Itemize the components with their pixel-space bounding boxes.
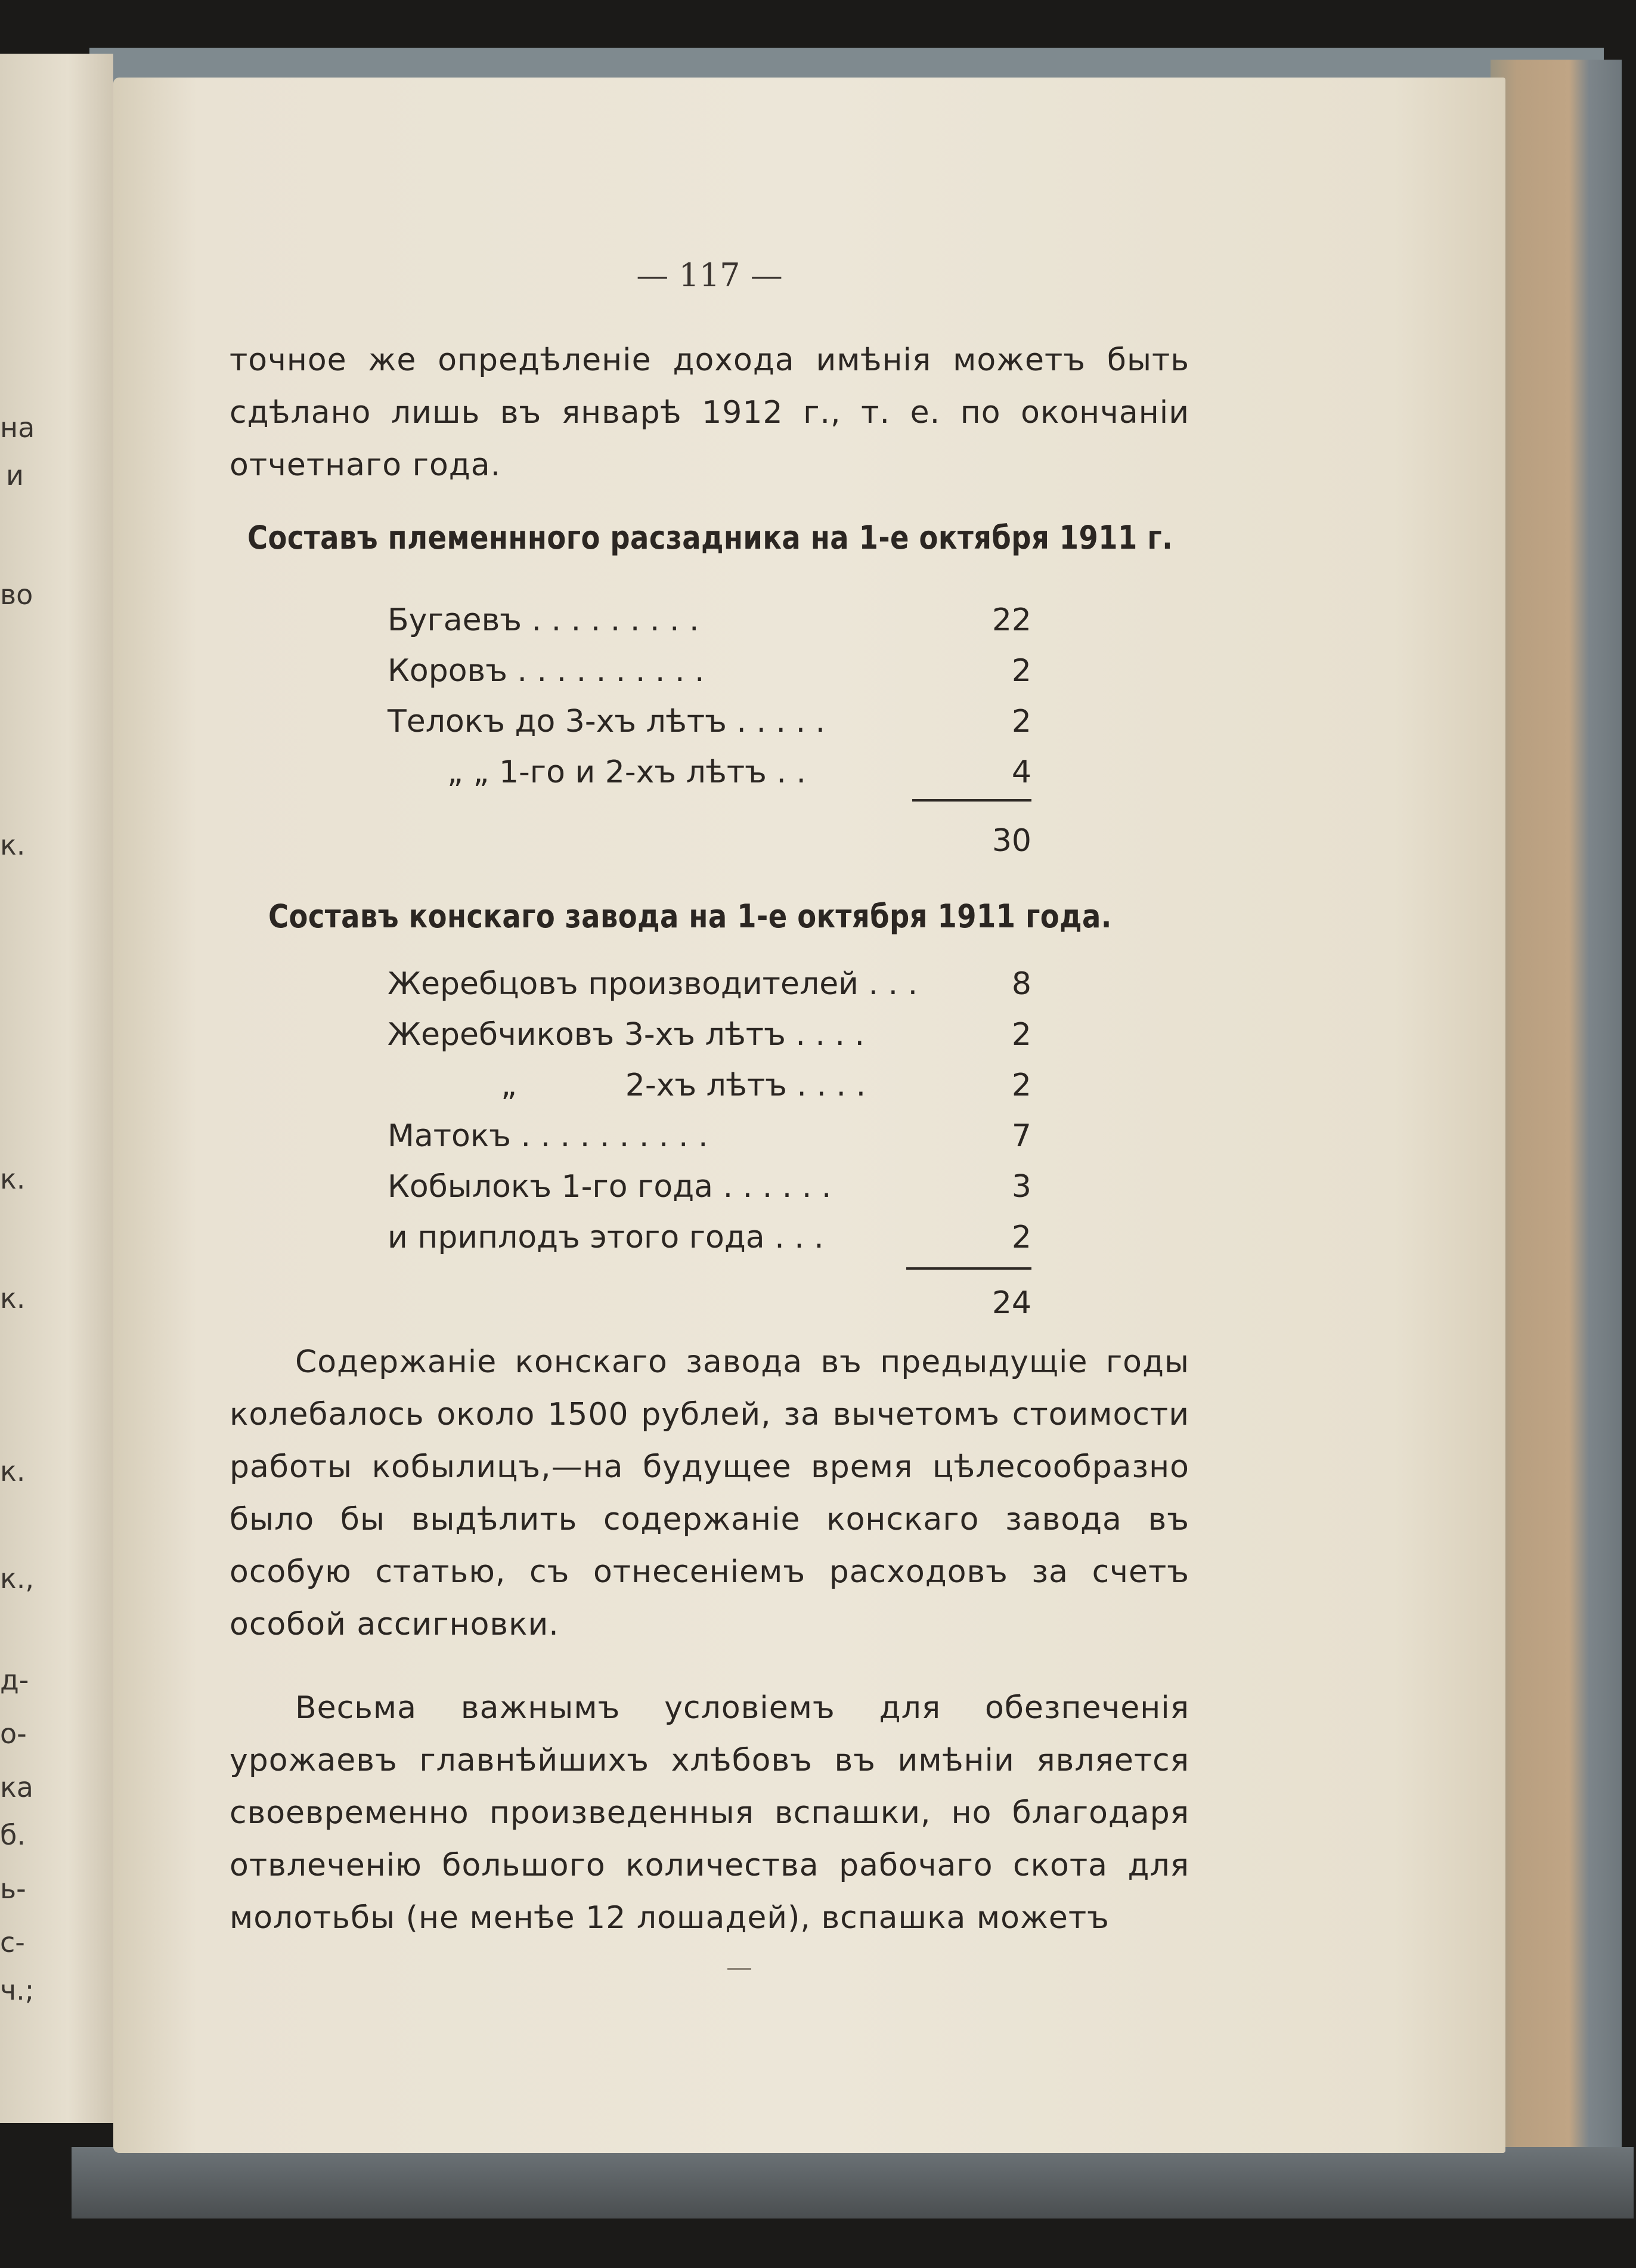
page-mark [727,1968,751,1970]
row-label: и приплодъ этого года . . . [388,1220,824,1255]
row-label: Жеребцовъ производителей . . . [388,966,918,1002]
margin-fragment: ка [0,1771,33,1803]
row-label: Матокъ . . . . . . . . . . [388,1118,708,1154]
row-value: 2 [1011,653,1031,689]
table-row [388,748,1031,796]
margin-fragment: и [6,459,24,491]
page-number: — 117 — [636,256,783,294]
margin-fragment: к., [0,1562,35,1595]
margin-fragment: к. [0,1163,26,1195]
margin-fragment: к. [0,1455,26,1487]
row-label: Кобылокъ 1-го года . . . . . . [388,1169,832,1205]
margin-fragment: ч.; [0,1974,35,2006]
row-label: „ „ 1-го и 2-хъ лѣтъ . . [447,754,806,790]
row-label: Бугаевъ . . . . . . . . . [388,602,699,638]
table-row [388,596,1031,644]
table-row [388,1163,1031,1211]
row-value: 4 [1011,754,1031,790]
sum-rule [906,1267,1031,1270]
facing-page [0,54,113,2123]
row-value: 2 [1011,1068,1031,1103]
book-cover-edge [1491,60,1622,2183]
section-total: 24 [991,1285,1031,1321]
row-value: 22 [991,602,1031,638]
table-row [388,1112,1031,1160]
paragraph-ploughing: Весьма важнымъ условіемъ для обезпеченія урожаевъ главнѣйшихъ хлѣбовъ въ имѣніи является своевременно произведенныя вспашки, но благодаря отвлеченію большого количества рабочаго скота для молотьбы (не менѣе 12 лошадей), вспашка можетъ [230,1690,1189,1936]
row-value: 7 [1011,1118,1031,1154]
row-value: 3 [1011,1169,1031,1205]
paragraph-intro: точное же опредѣленіе дохода имѣнія можетъ быть сдѣлано лишь въ январѣ 1912 г., т. е. по окончаніи отчетнаго года. [230,342,1189,483]
margin-fragment: ь- [0,1873,26,1905]
row-label: „ 2-хъ лѣтъ . . . . [501,1068,866,1103]
margin-fragment: д- [0,1664,29,1696]
row-value: 2 [1011,704,1031,740]
margin-fragment: о- [0,1718,27,1750]
margin-fragment: б. [0,1819,26,1851]
section-total: 30 [991,823,1031,859]
book-cover-bottom [72,2147,1634,2219]
table-row [388,1062,1031,1109]
margin-fragment: во [0,578,33,611]
section-heading-stud-farm: Составъ конскаго завода на 1-е октября 1911 года. [268,898,1112,935]
row-label: Телокъ до 3-хъ лѣтъ . . . . . [388,704,826,740]
table-row [388,698,1031,745]
table-row [388,647,1031,695]
margin-fragment: к. [0,829,26,861]
row-value: 2 [1011,1220,1031,1255]
table-row [388,1214,1031,1261]
paragraph-stud-upkeep: Содержаніе конскаго завода въ предыдущіе годы колебалось около 1500 рублей, за вычетомъ стоимости работы кобылицъ,—на будущее время цѣлесообразно было бы выдѣлить содержаніе конскаго завода въ особую статью, съ отнесеніемъ расходовъ за счетъ особой ассигновки. [230,1344,1189,1642]
sum-rule [912,799,1031,802]
row-label: Коровъ . . . . . . . . . . [388,653,705,689]
margin-fragment: на [0,411,35,444]
margin-fragment: к. [0,1282,26,1314]
margin-fragment: с- [0,1926,25,1958]
row-value: 2 [1011,1017,1031,1053]
table-row [388,960,1031,1008]
section-heading-breeding-stock: Составъ племеннного расзадника на 1-е октября 1911 г. [247,519,1173,556]
row-label: Жеребчиковъ 3-хъ лѣтъ . . . . [388,1017,865,1053]
table-row [388,1011,1031,1059]
row-value: 8 [1011,966,1031,1002]
